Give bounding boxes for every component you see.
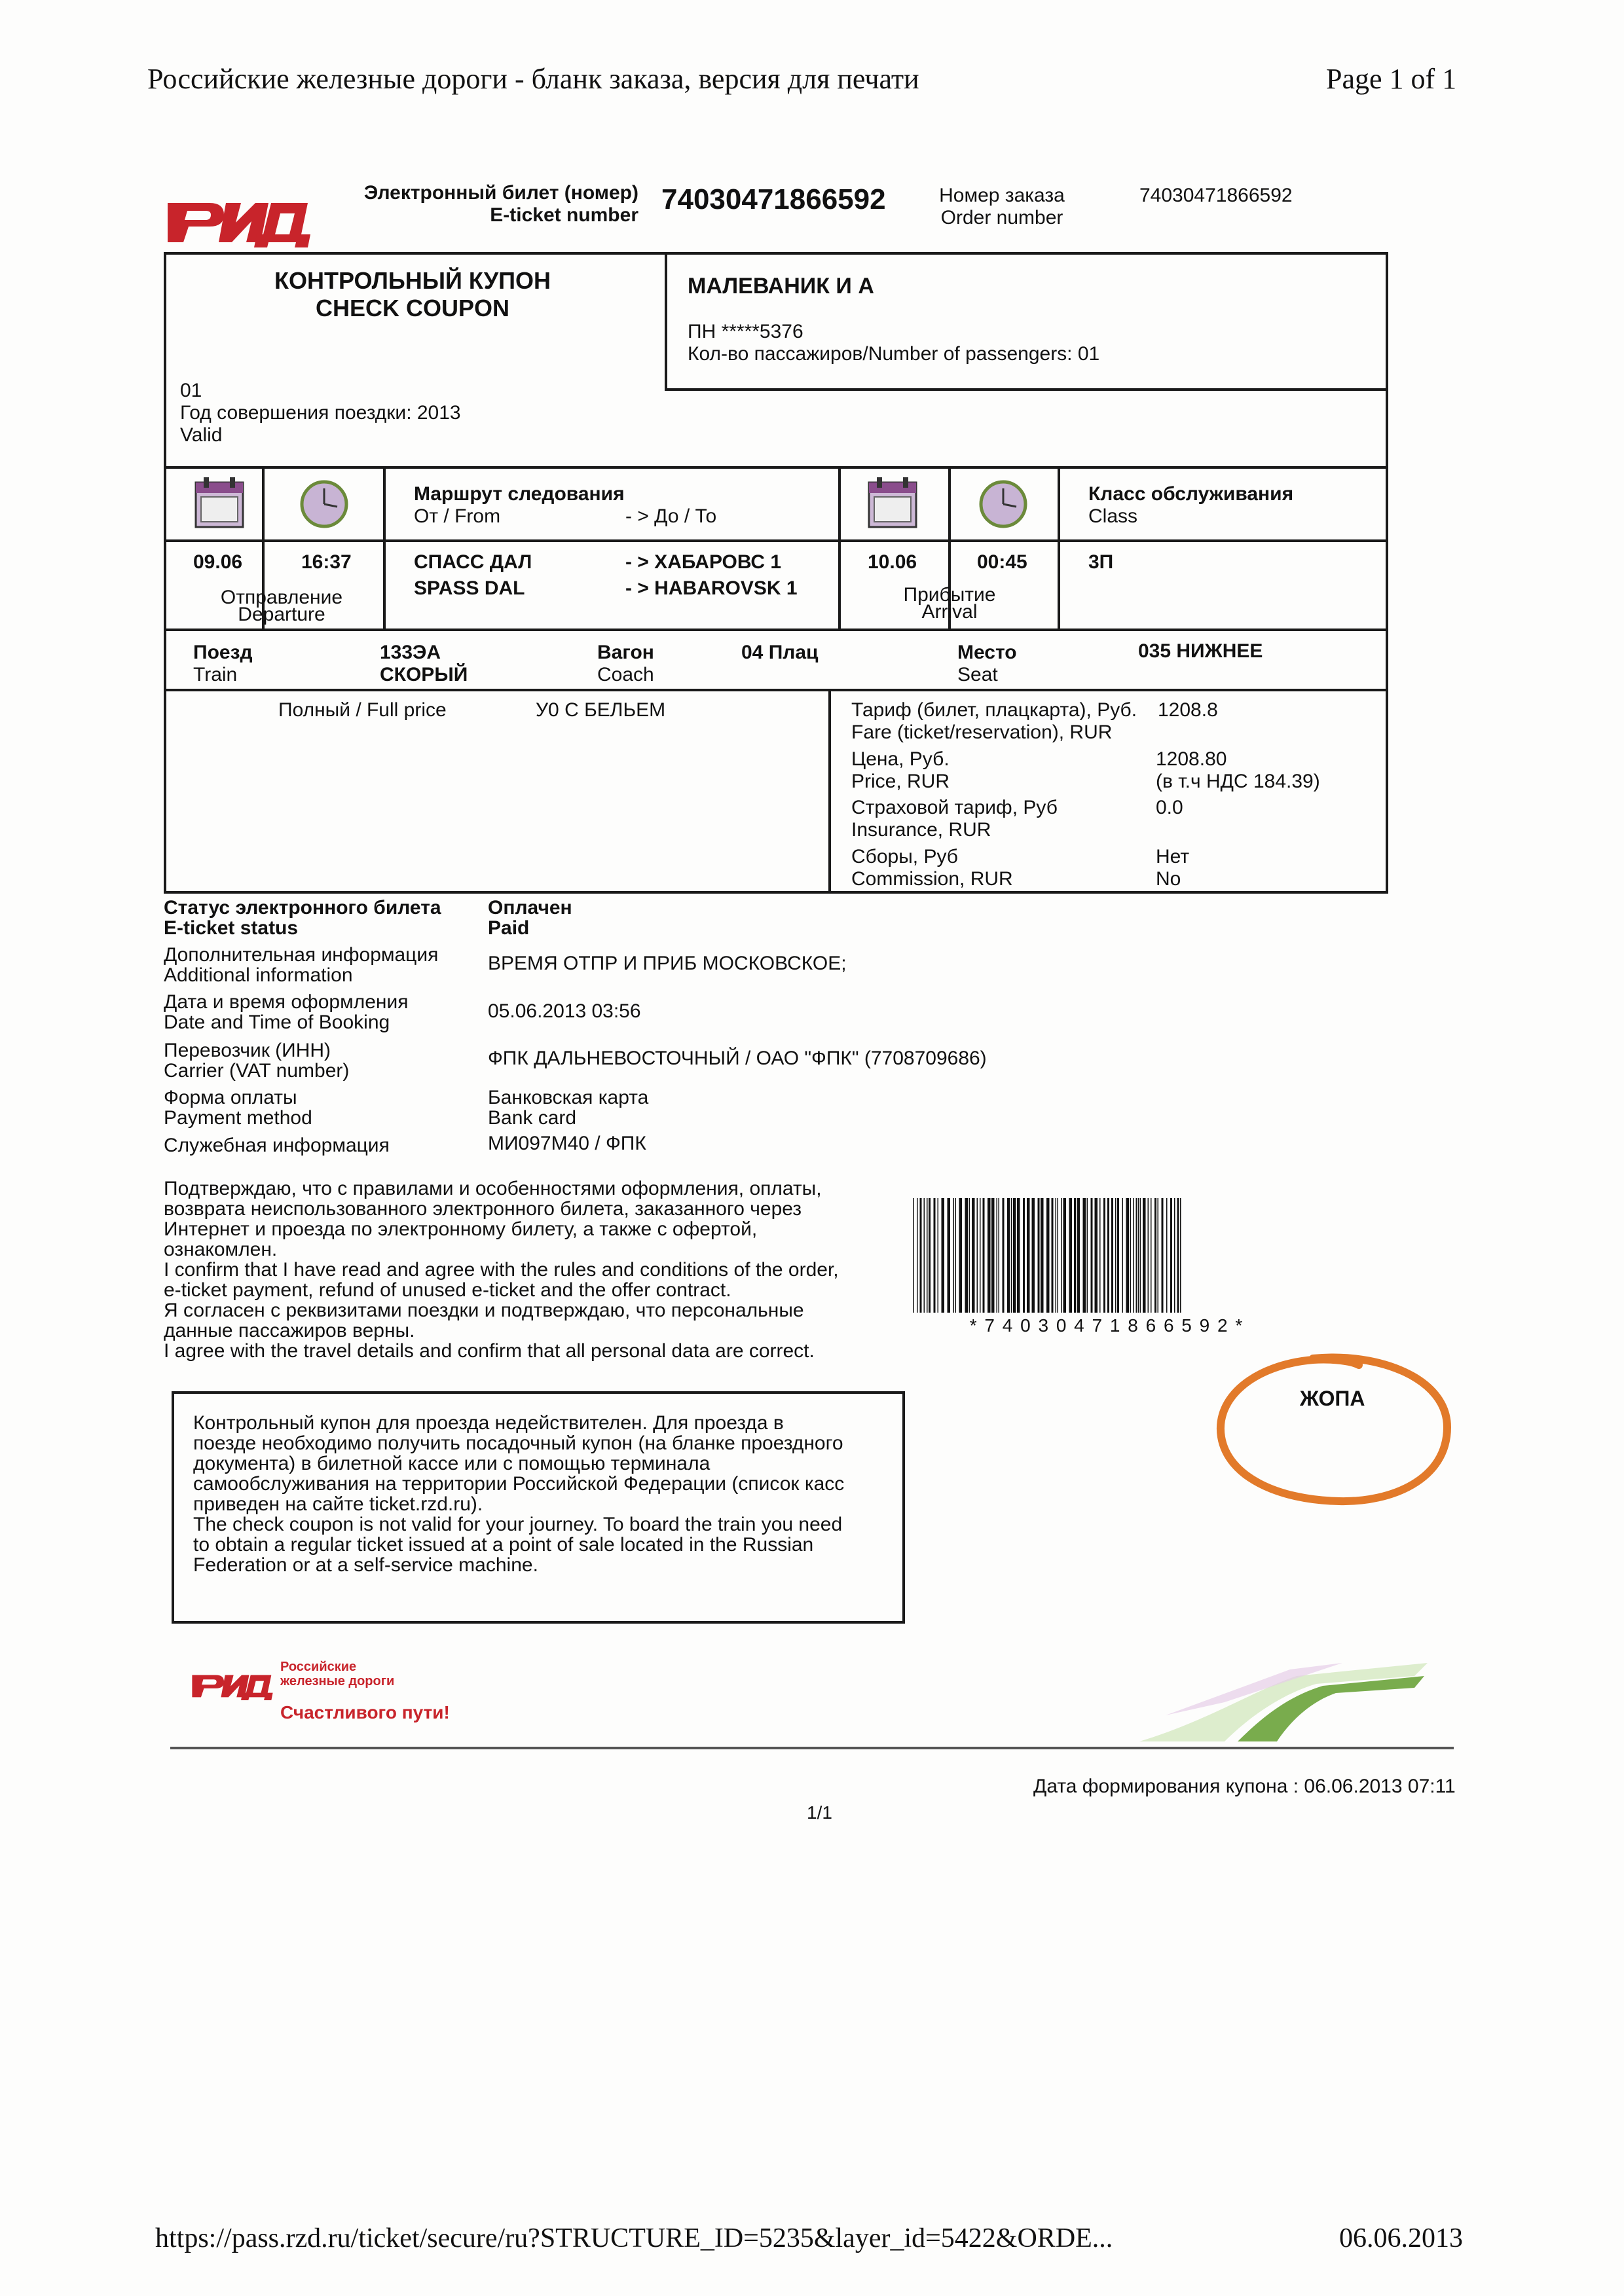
clock-icon [977,478,1029,530]
calendar-icon [866,475,919,530]
coach-label-ru: Вагон [597,642,654,663]
order-label-en: Order number [940,207,1063,228]
arrival-label-en: Arrival [921,601,978,623]
arrival-time: 00:45 [977,551,1027,573]
status-label-en: E-ticket status [164,917,299,939]
class-label-ru: Класс обслуживания [1088,483,1294,505]
price-label-ru: Цена, Руб. [851,748,950,770]
passenger-count: Кол-во пассажиров/Number of passengers: 01 [688,343,1100,365]
coupon-count: 01 [180,380,202,401]
commission-value-ru: Нет [1156,846,1190,867]
clock-icon [298,478,350,530]
print-url: https://pass.rzd.ru/ticket/secure/ru?STRUCTURE_ID=5235&layer_id=5422&ORDE... [155,2223,1113,2253]
stamp-ellipse [1215,1352,1454,1509]
stamp-text: ЖОПА [1300,1387,1365,1410]
additional-value: ВРЕМЯ ОТПР И ПРИБ МОСКОВСКОЕ; [488,953,847,974]
coach-label-en: Coach [597,664,654,685]
payment-value-ru: Банковская карта [488,1087,649,1108]
barcode-text: * 7 4 0 3 0 4 7 1 8 6 6 5 9 2 * [969,1315,1244,1336]
commission-label-ru: Сборы, Руб [851,846,958,867]
barcode [910,1198,1303,1316]
route-label: Маршрут следования [414,483,625,505]
divider [828,689,831,894]
agreement-line: данные пассажиров верны. [164,1320,415,1341]
price-type: Полный / Full price [278,699,447,721]
departure-label-ru: Отправление [220,587,343,608]
commission-label-en: Commission, RUR [851,868,1013,890]
notice-line: поезде необходимо получить посадочный купон (на бланке проездного [193,1432,843,1454]
coupon-title-en: CHECK COUPON [315,295,509,321]
route-from-label: От / From [414,505,501,527]
notice-line: Federation or at a self-service machine. [193,1554,538,1576]
seat-value: 035 НИЖНЕЕ [1138,640,1263,662]
coupon-title-ru: КОНТРОЛЬНЫЙ КУПОН [274,267,551,294]
payment-value-en: Bank card [488,1107,577,1129]
seat-label-ru: Место [957,642,1017,663]
notice-line: Контрольный купон для проезда недействителен. Для проезда в [193,1412,784,1434]
agreement-line: Я согласен с реквизитами поездки и подтверждаю, что персональные [164,1300,804,1321]
vat-value: (в т.ч НДС 184.39) [1156,771,1320,792]
booking-label-en: Date and Time of Booking [164,1011,390,1033]
insurance-label-ru: Страховой тариф, Руб [851,797,1058,818]
rzd-logo [164,177,314,249]
divider [383,466,386,629]
footer-brand-line2: железные дороги [280,1674,395,1688]
footer-rule [170,1747,1454,1749]
agreement-line: e-ticket payment, refund of unused e-ticket and the offer contract. [164,1279,731,1301]
additional-label-ru: Дополнительная информация [164,944,439,966]
payment-label-en: Payment method [164,1107,312,1129]
eticket-label-ru: Электронный билет (номер) [363,182,638,204]
carrier-value: ФПК ДАЛЬНЕВОСТОЧНЫЙ / ОАО "ФПК" (7708709686) [488,1048,987,1069]
route-to-en: - > HABAROVSK 1 [625,577,798,599]
departure-label-en: Departure [238,604,325,625]
status-value-en: Paid [488,917,530,939]
booking-value: 05.06.2013 03:56 [488,1000,641,1022]
status-label-ru: Статус электронного билета [164,897,441,919]
seat-label-en: Seat [957,664,998,685]
divider [164,539,1388,542]
agreement-line: Подтверждаю, что с правилами и особенностями оформления, оплаты, [164,1178,822,1199]
order-label-ru: Номер заказа [939,185,1065,206]
route-from-ru: СПАСС ДАЛ [414,551,532,573]
eticket-number: 74030471866592 [661,183,886,215]
footer-brand-line1: Российские [280,1660,357,1674]
divider [164,629,1388,631]
notice-line: The check coupon is not valid for your journey. To board the train you need [193,1514,843,1535]
passenger-document: ПН *****5376 [688,321,803,342]
status-value-ru: Оплачен [488,897,572,919]
route-to-ru: - > ХАБАРОВС 1 [625,551,782,573]
train-label-en: Train [193,664,238,685]
arrival-date: 10.06 [868,551,917,573]
eticket-label-en: E-ticket number [490,204,638,226]
service-value: МИ097М40 / ФПК [488,1133,646,1154]
coupon-valid: Valid [180,424,223,446]
print-header-page: Page 1 of 1 [1326,63,1457,95]
service-label: Служебная информация [164,1135,390,1156]
additional-label-en: Additional information [164,964,353,986]
divider [838,466,841,629]
train-number: 133ЭА [380,642,441,663]
booking-label-ru: Дата и время оформления [164,991,409,1013]
class-value: 3П [1088,551,1114,573]
tariff-label-en: Fare (ticket/reservation), RUR [851,721,1113,743]
swoosh-decoration [1126,1650,1434,1748]
agreement-line: возврата неиспользованного электронного билета, заказанного через [164,1198,802,1220]
divider [164,689,1388,691]
coach-value: 04 Плац [741,642,819,663]
carrier-label-ru: Перевозчик (ИНН) [164,1040,331,1061]
carrier-label-en: Carrier (VAT number) [164,1060,350,1082]
print-date: 06.06.2013 [1339,2223,1463,2253]
notice-line: документа) в билетной кассе или с помощью терминала [193,1453,710,1474]
agreement-line: I agree with the travel details and confirm that all personal data are correct. [164,1340,815,1362]
train-label-ru: Поезд [193,642,253,663]
rzd-footer-logo [190,1658,275,1704]
tariff-value: 1208.8 [1158,699,1218,721]
payment-label-ru: Форма оплаты [164,1087,297,1108]
calendar-icon [193,475,246,530]
notice-line: самообслуживания на территории Российской Федерации (список касс [193,1473,845,1495]
divider [164,466,1388,469]
price-label-en: Price, RUR [851,771,950,792]
notice-line: приведен на сайте ticket.rzd.ru). [193,1493,483,1515]
passenger-name: МАЛЕВАНИК И А [688,274,874,299]
class-label-en: Class [1088,505,1138,527]
departure-time: 16:37 [301,551,352,573]
bedding: У0 С БЕЛЬЕМ [536,699,666,721]
notice-line: to obtain a regular ticket issued at a point of sale located in the Russian [193,1534,814,1556]
divider [1058,466,1060,629]
route-from-en: SPASS DAL [414,577,525,599]
agreement-text [164,1178,897,1361]
insurance-label-en: Insurance, RUR [851,819,991,841]
generated-date: Дата формирования купона : 06.06.2013 07:11 [1033,1776,1456,1797]
coupon-year: Год совершения поездки: 2013 [180,402,461,424]
agreement-line: ознакомлен. [164,1239,278,1260]
train-type: СКОРЫЙ [380,664,468,685]
insurance-value: 0.0 [1156,797,1183,818]
departure-date: 09.06 [193,551,243,573]
notice-text [193,1413,894,1575]
commission-value-en: No [1156,868,1181,890]
order-number: 74030471866592 [1139,185,1293,206]
arrival-label-ru: Прибытие [903,584,996,606]
tariff-label-ru: Тариф (билет, плацкарта), Руб. [851,699,1137,721]
agreement-line: Интернет и проезда по электронному билету, а также с офертой, [164,1218,758,1240]
print-header-title: Российские железные дороги - бланк заказа, версия для печати [147,63,919,95]
route-to-label: - > До / То [625,505,717,527]
price-value: 1208.80 [1156,748,1227,770]
agreement-line: I confirm that I have read and agree with the rules and conditions of the order, [164,1259,839,1281]
page-count: 1/1 [807,1802,832,1823]
footer-slogan: Счастливого пути! [280,1702,450,1722]
